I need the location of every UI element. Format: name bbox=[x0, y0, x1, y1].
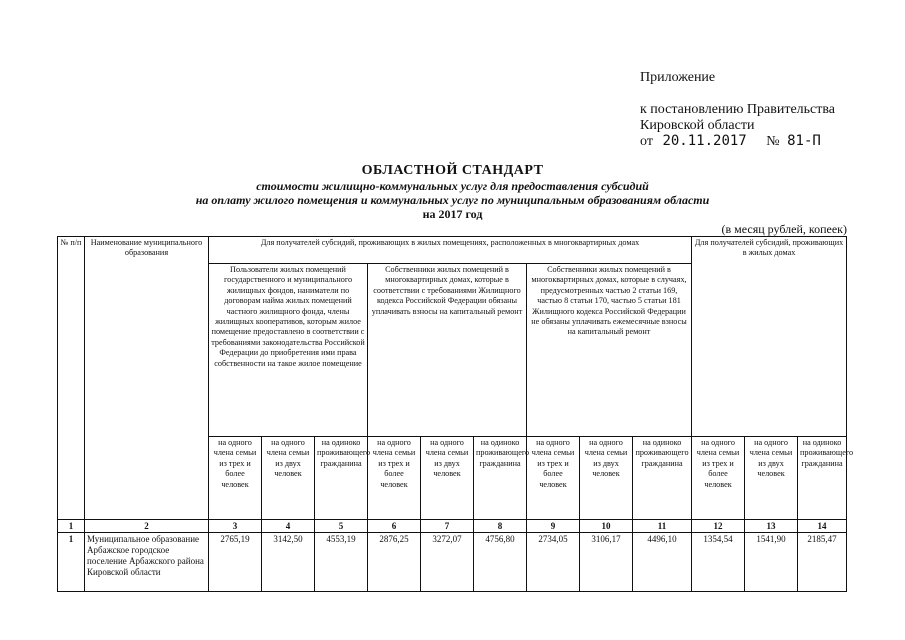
date-handwritten: 20.11.2017 bbox=[662, 133, 747, 149]
col-index: 8 bbox=[474, 520, 527, 533]
value-cell: 4496,10 bbox=[633, 533, 692, 592]
col-header-family2: на одного члена семьи из двух человек bbox=[421, 437, 474, 520]
col-name-header: Наименование муниципального образования bbox=[85, 237, 209, 520]
subtitle-line2: на оплату жилого помещения и коммунальных услуг по муниципальным образованиям области bbox=[195, 193, 710, 207]
col-header-single: на одиноко проживающего гражданина bbox=[315, 437, 368, 520]
value-cell: 1541,90 bbox=[745, 533, 798, 592]
appendix-date-line bbox=[640, 134, 821, 149]
col-index: 4 bbox=[262, 520, 315, 533]
col-index: 7 bbox=[421, 520, 474, 533]
value-cell: 1354,54 bbox=[692, 533, 745, 592]
row-municipality-name: Муниципальное образование Арбажское городское поселение Арбажского района Кировской области bbox=[85, 533, 209, 592]
col-number-header: № п/п bbox=[58, 237, 85, 520]
group-mkd-header: Для получателей субсидий, проживающих в жилых помещениях, расположенных в многоквартирных домах bbox=[209, 237, 692, 264]
value-cell: 4553,19 bbox=[315, 533, 368, 592]
row-number: 1 bbox=[58, 533, 85, 592]
subgroup-owners-exempt-header: Собственники жилых помещений в многоквартирных домах, которые в случаях, предусмотренных частью 2 статьи 169, частью 8 статьи 170, частью 5 статьи 181 Жилищного кодекса Российской Федерации не обязаны уплачивать ежемесячные взносы на капитальный ремонт bbox=[527, 264, 692, 437]
col-header-family2: на одного члена семьи из двух человек bbox=[580, 437, 633, 520]
value-cell: 3106,17 bbox=[580, 533, 633, 592]
document-title: ОБЛАСТНОЙ СТАНДАРТ bbox=[361, 163, 544, 178]
date-prefix: от bbox=[640, 134, 653, 149]
col-index: 9 bbox=[527, 520, 580, 533]
subgroup-owners-capital-header: Собственники жилых помещений в многоквартирных домах, которые в соответствии с требованиями Жилищного кодекса Российской Федерации обязаны уплачивать взносы на капитальный ремонт bbox=[368, 264, 527, 437]
value-cell: 4756,80 bbox=[474, 533, 527, 592]
col-header-family3: на одного члена семьи из трех и более человек bbox=[527, 437, 580, 520]
col-index: 10 bbox=[580, 520, 633, 533]
col-index: 14 bbox=[798, 520, 847, 533]
number-prefix: № bbox=[766, 134, 780, 149]
col-index: 5 bbox=[315, 520, 368, 533]
units-note: (в месяц рублей, копеек) bbox=[721, 222, 847, 236]
table-row bbox=[58, 533, 847, 592]
value-cell: 3272,07 bbox=[421, 533, 474, 592]
col-index: 6 bbox=[368, 520, 421, 533]
col-header-single: на одиноко проживающего гражданина bbox=[633, 437, 692, 520]
col-header-family2: на одного члена семьи из двух человек bbox=[262, 437, 315, 520]
appendix-line1: к постановлению Правительства bbox=[640, 102, 836, 117]
value-cell: 3142,50 bbox=[262, 533, 315, 592]
subtitle-line3: на 2017 год bbox=[422, 207, 483, 221]
col-header-family3: на одного члена семьи из трех и более человек bbox=[692, 437, 745, 520]
col-header-family3: на одного члена семьи из трех и более человек bbox=[368, 437, 421, 520]
group-houses-header: Для получателей субсидий, проживающих в жилых домах bbox=[692, 237, 847, 437]
col-header-single: на одиноко проживающего гражданина bbox=[474, 437, 527, 520]
col-index: 11 bbox=[633, 520, 692, 533]
number-handwritten: 81-П bbox=[787, 133, 821, 149]
col-index: 1 bbox=[58, 520, 85, 533]
col-index: 12 bbox=[692, 520, 745, 533]
subgroup-tenants-header: Пользователи жилых помещений государственного и муниципального жилищных фондов, наниматели по договорам найма жилых помещений частного жилищного фонда, члены жилищных кооперативов, которым жилое помещение предоставлено в соответствии с требованиями законодательства Российской Федерации до приобретения ими права собственности на такое жилое помещение bbox=[209, 264, 368, 437]
subtitle-line1: стоимости жилищно-коммунальных услуг для предоставления субсидий bbox=[256, 179, 649, 193]
col-index: 13 bbox=[745, 520, 798, 533]
col-header-family3: на одного члена семьи из трех и более человек bbox=[209, 437, 262, 520]
value-cell: 2734,05 bbox=[527, 533, 580, 592]
value-cell: 2765,19 bbox=[209, 533, 262, 592]
appendix-title: Приложение bbox=[640, 70, 716, 85]
col-header-single: на одиноко проживающего гражданина bbox=[798, 437, 847, 520]
value-cell: 2185,47 bbox=[798, 533, 847, 592]
col-index: 3 bbox=[209, 520, 262, 533]
col-header-family2: на одного члена семьи из двух человек bbox=[745, 437, 798, 520]
col-index: 2 bbox=[85, 520, 209, 533]
appendix-line2: Кировской области bbox=[640, 118, 755, 133]
subsidy-standard-table bbox=[57, 236, 854, 592]
value-cell: 2876,25 bbox=[368, 533, 421, 592]
